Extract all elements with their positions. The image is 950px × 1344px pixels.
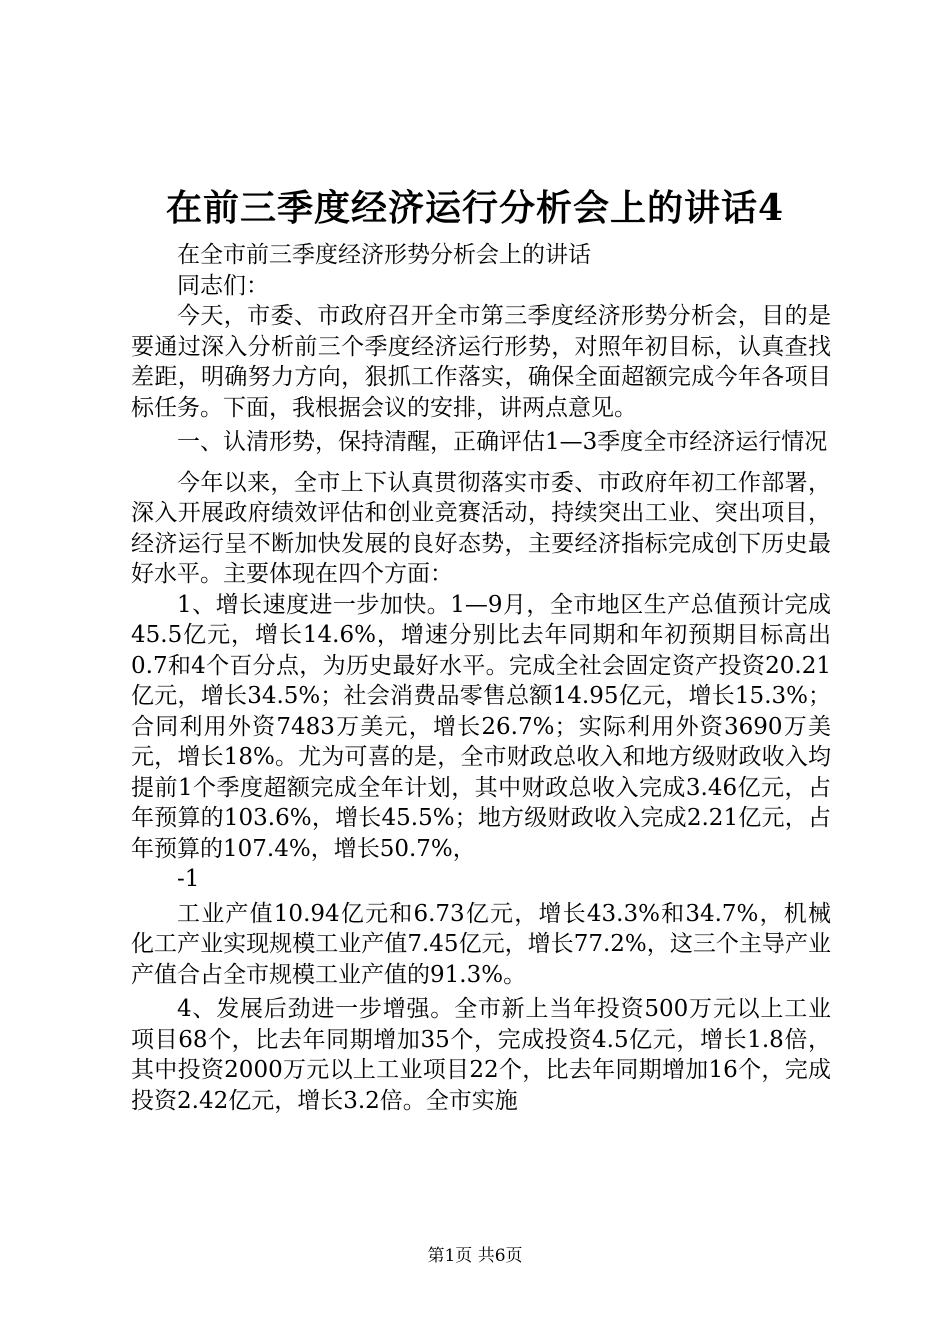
document-body bbox=[131, 240, 831, 1116]
paragraph-overview: 今年以来，全市上下认真贯彻落实市委、市政府年初工作部署，深入开展政府绩效评估和创业竞赛活动，持续突出工业、突出项目，经济运行呈不断加快发展的良好态势，主要经济指标完成创下历史最好水平。主要体现在四个方面： bbox=[131, 469, 831, 587]
paragraph-industry-output: 工业产值10.94亿元和6.73亿元，增长43.3%和34.7%，机械化工产业实现规模工业产值7.45亿元，增长77.2%，这三个主导产业产值合占全市规模工业产值的91.3%。 bbox=[131, 900, 831, 988]
speech-subtitle: 在全市前三季度经济形势分析会上的讲话 bbox=[177, 242, 591, 268]
paragraph-growth-speed: 1、增长速度进一步加快。1—9月，全市地区生产总值预计完成45.5亿元，增长14.6%，增速分别比去年同期和年初预期目标高出0.7和4个百分点，为历史最好水平。完成全社会固定资产投资20.21亿元，增长34.5%；社会消费品零售总额14.95亿元，增长15.3%；合同利用外资7483万美元，增长26.7%；实际利用外资3690万美元，增长18%。尤为可喜的是，全市财政总收入和地方级财政收入均提前1个季度超额完成全年计划，其中财政总收入完成3.46亿元，占年预算的103.6%，增长45.5%；地方级财政收入完成2.21亿元，占年预算的107.4%，增长50.7%， bbox=[131, 591, 831, 862]
paragraph-intro: 今天，市委、市政府召开全市第三季度经济形势分析会，目的是要通过深入分析前三个季度经济运行形势，对照年初目标，认真查找差距，明确努力方向，狠抓工作落实，确保全面超额完成今年各项目标任务。下面，我根据会议的安排，讲两点意见。 bbox=[131, 303, 831, 421]
salutation: 同志们： bbox=[177, 272, 269, 299]
document-title: 在前三季度经济运行分析会上的讲话4 bbox=[165, 187, 785, 229]
paragraph-development-momentum: 4、发展后劲进一步增强。全市新上当年投资500万元以上工业项目68个，比去年同期增加35个，完成投资4.5亿元，增长1.8倍，其中投资2000万元以上工业项目22个，比去年同期增加16个，完成投资2.42亿元，增长3.2倍。全市实施 bbox=[131, 996, 831, 1114]
page-marker: -1 bbox=[177, 866, 200, 892]
section-heading-1: 一、认清形势，保持清醒，正确评估1—3季度全市经济运行情况 bbox=[177, 429, 828, 455]
page-footer: 第1页 共6页 bbox=[427, 1246, 523, 1266]
